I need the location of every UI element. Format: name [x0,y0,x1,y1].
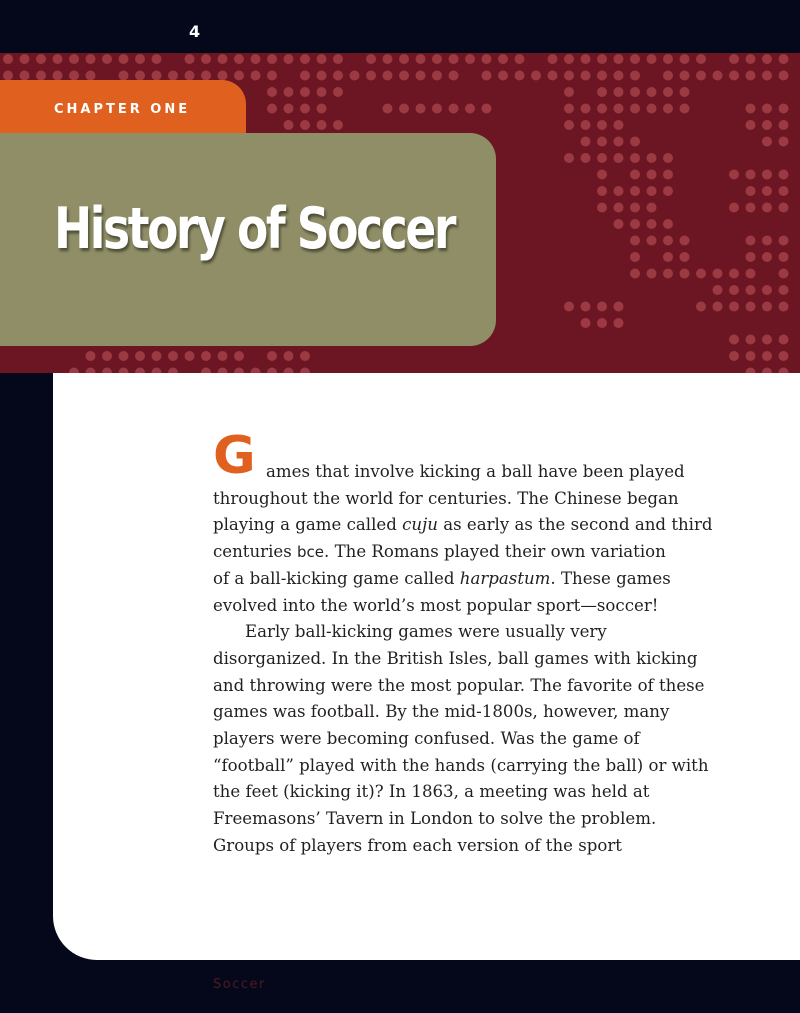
pattern-dot [399,54,409,64]
pattern-dot [515,71,525,81]
pattern-dot [333,54,343,64]
pattern-dot [729,54,739,64]
pattern-dot [152,54,162,64]
pattern-dot [449,71,459,81]
body-line: playing a game called [213,515,403,535]
pattern-dot [449,104,459,114]
pattern-dot [267,71,277,81]
pattern-dot [614,318,624,328]
pattern-dot [746,335,756,345]
pattern-dot [482,54,492,64]
pattern-dot [515,54,525,64]
pattern-dot [350,71,360,81]
pattern-dot [663,236,673,246]
pattern-dot [234,351,244,361]
pattern-dot [680,54,690,64]
pattern-dot [597,54,607,64]
pattern-dot [581,71,591,81]
pattern-dot [581,104,591,114]
pattern-dot [581,302,591,312]
pattern-dot [779,71,789,81]
pattern-dot [762,302,772,312]
pattern-dot [3,54,13,64]
pattern-dot [36,71,46,81]
pattern-dot [53,54,63,64]
pattern-dot [663,104,673,114]
pattern-dot [399,71,409,81]
pattern-dot [696,71,706,81]
pattern-dot [779,252,789,262]
paragraph-1 [213,459,713,619]
pattern-dot [234,71,244,81]
pattern-dot [581,137,591,147]
pattern-dot [729,351,739,361]
pattern-dot [630,269,640,279]
pattern-dot [647,186,657,196]
pattern-dot [746,269,756,279]
pattern-dot [597,170,607,180]
pattern-dot [300,120,310,130]
pattern-dot [383,54,393,64]
pattern-dot [779,186,789,196]
chapter-label: CHAPTER ONE [54,102,191,117]
pattern-dot [135,54,145,64]
pattern-dot [663,186,673,196]
body-line: centuries [213,542,298,562]
pattern-dot [630,219,640,229]
pattern-dot [680,269,690,279]
body-text [213,459,713,860]
pattern-dot [548,71,558,81]
pattern-dot [779,137,789,147]
pattern-dot [581,318,591,328]
footer-book-title: Soccer [213,977,266,992]
pattern-dot [680,252,690,262]
pattern-dot [531,71,541,81]
body-line: of a ball-kicking game called [213,568,460,588]
era-abbreviation: bce [297,543,325,562]
pattern-dot [779,236,789,246]
pattern-dot [729,335,739,345]
pattern-dot [713,71,723,81]
pattern-dot [234,54,244,64]
pattern-dot [416,54,426,64]
body-line: evolved into the world’s most popular sport—soccer! [213,595,659,615]
pattern-dot [779,54,789,64]
pattern-dot [597,104,607,114]
term-cuju: cuju [402,515,438,535]
pattern-dot [614,54,624,64]
pattern-dot [729,285,739,295]
pattern-dot [762,335,772,345]
pattern-dot [317,87,327,97]
pattern-dot [564,54,574,64]
pattern-dot [713,269,723,279]
pattern-dot [201,54,211,64]
pattern-dot [416,71,426,81]
chapter-title: History of Soccer [54,196,455,262]
pattern-dot [284,87,294,97]
pattern-dot [119,54,129,64]
pattern-dot [746,252,756,262]
pattern-dot [614,203,624,213]
pattern-dot [680,104,690,114]
pattern-dot [300,71,310,81]
pattern-dot [201,71,211,81]
pattern-dot [432,104,442,114]
pattern-dot [779,351,789,361]
pattern-dot [317,54,327,64]
pattern-dot [102,351,112,361]
pattern-dot [597,186,607,196]
pattern-dot [399,104,409,114]
pattern-dot [581,120,591,130]
pattern-dot [597,318,607,328]
page-number: 4 [189,22,201,41]
pattern-dot [762,137,772,147]
pattern-dot [20,71,30,81]
pattern-dot [614,104,624,114]
pattern-dot [86,54,96,64]
pattern-dot [3,71,13,81]
pattern-dot [614,87,624,97]
pattern-dot [762,170,772,180]
pattern-dot [779,170,789,180]
pattern-dot [251,71,261,81]
pattern-dot [597,120,607,130]
pattern-dot [762,71,772,81]
pattern-dot [729,203,739,213]
pattern-dot [779,269,789,279]
pattern-dot [383,71,393,81]
pattern-dot [762,104,772,114]
pattern-dot [135,351,145,361]
pattern-dot [366,54,376,64]
pattern-dot [663,269,673,279]
pattern-dot [696,54,706,64]
pattern-dot [779,302,789,312]
pattern-dot [69,54,79,64]
pattern-dot [746,285,756,295]
pattern-dot [36,54,46,64]
pattern-dot [647,219,657,229]
body-line: throughout the world for centuries. The Chinese began [213,488,679,508]
pattern-dot [267,351,277,361]
pattern-dot [449,54,459,64]
pattern-dot [630,87,640,97]
pattern-dot [647,236,657,246]
pattern-dot [713,285,723,295]
pattern-dot [630,153,640,163]
pattern-dot [647,87,657,97]
pattern-dot [762,54,772,64]
pattern-dot [729,71,739,81]
pattern-dot [333,120,343,130]
pattern-dot [762,252,772,262]
pattern-dot [762,203,772,213]
pattern-dot [630,71,640,81]
pattern-dot [630,203,640,213]
pattern-dot [630,104,640,114]
pattern-dot [630,137,640,147]
pattern-dot [548,54,558,64]
pattern-dot [251,54,261,64]
pattern-dot [267,104,277,114]
pattern-dot [762,186,772,196]
pattern-dot [482,71,492,81]
pattern-dot [614,186,624,196]
pattern-dot [647,104,657,114]
pattern-dot [614,120,624,130]
pattern-dot [218,351,228,361]
pattern-dot [647,153,657,163]
pattern-dot [729,170,739,180]
pattern-dot [317,104,327,114]
pattern-dot [498,71,508,81]
pattern-dot [663,87,673,97]
pattern-dot [630,236,640,246]
pattern-dot [185,351,195,361]
pattern-dot [614,219,624,229]
pattern-dot [729,269,739,279]
pattern-dot [614,71,624,81]
pattern-dot [69,71,79,81]
body-line: . The Romans played their own variation [324,542,666,562]
pattern-dot [284,351,294,361]
body-line: ames that involve kicking a ball have been played [266,462,685,481]
pattern-dot [317,120,327,130]
pattern-dot [597,137,607,147]
pattern-dot [284,54,294,64]
pattern-dot [102,54,112,64]
pattern-dot [746,203,756,213]
pattern-dot [564,153,574,163]
pattern-dot [647,269,657,279]
pattern-dot [746,71,756,81]
pattern-dot [300,87,310,97]
pattern-dot [746,170,756,180]
pattern-dot [696,269,706,279]
pattern-dot [465,104,475,114]
pattern-dot [333,87,343,97]
pattern-dot [152,351,162,361]
pattern-dot [597,87,607,97]
pattern-dot [614,153,624,163]
pattern-dot [663,219,673,229]
pattern-dot [20,54,30,64]
pattern-dot [366,71,376,81]
pattern-dot [119,71,129,81]
pattern-dot [284,120,294,130]
pattern-dot [762,120,772,130]
pattern-dot [482,104,492,114]
pattern-dot [498,54,508,64]
body-line: . These games [550,568,671,588]
pattern-dot [581,54,591,64]
pattern-dot [135,71,145,81]
pattern-dot [168,71,178,81]
pattern-dot [663,54,673,64]
pattern-dot [779,104,789,114]
pattern-dot [564,120,574,130]
pattern-dot [746,120,756,130]
pattern-dot [746,351,756,361]
pattern-dot [432,54,442,64]
pattern-dot [300,54,310,64]
pattern-dot [53,71,63,81]
pattern-dot [647,54,657,64]
pattern-dot [284,104,294,114]
pattern-dot [729,302,739,312]
pattern-dot [119,351,129,361]
pattern-dot [680,71,690,81]
pattern-dot [779,335,789,345]
pattern-dot [614,137,624,147]
pattern-dot [218,54,228,64]
pattern-dot [267,54,277,64]
pattern-dot [663,170,673,180]
pattern-dot [564,302,574,312]
pattern-dot [680,87,690,97]
pattern-dot [185,71,195,81]
pattern-dot [779,285,789,295]
pattern-dot [614,302,624,312]
pattern-dot [762,351,772,361]
pattern-dot [432,71,442,81]
pattern-dot [713,302,723,312]
pattern-dot [581,153,591,163]
pattern-dot [663,71,673,81]
pattern-dot [465,54,475,64]
pattern-dot [746,186,756,196]
pattern-dot [564,71,574,81]
pattern-dot [416,104,426,114]
pattern-dot [185,54,195,64]
pattern-dot [218,71,228,81]
pattern-dot [746,104,756,114]
pattern-dot [680,236,690,246]
pattern-dot [333,71,343,81]
pattern-dot [779,203,789,213]
pattern-dot [663,153,673,163]
pattern-dot [597,153,607,163]
pattern-dot [630,54,640,64]
body-line: as early as the second and third [437,515,713,535]
pattern-dot [762,285,772,295]
pattern-dot [86,71,96,81]
pattern-dot [630,252,640,262]
pattern-dot [597,203,607,213]
pattern-dot [647,170,657,180]
pattern-dot [597,302,607,312]
pattern-dot [663,252,673,262]
drop-cap: G [213,426,256,486]
pattern-dot [267,87,277,97]
pattern-dot [746,236,756,246]
pattern-dot [746,54,756,64]
pattern-dot [564,104,574,114]
pattern-dot [201,351,211,361]
pattern-dot [564,87,574,97]
pattern-dot [597,71,607,81]
pattern-dot [383,104,393,114]
pattern-dot [317,71,327,81]
pattern-dot [152,71,162,81]
pattern-dot [630,170,640,180]
term-harpastum: harpastum [459,568,551,588]
pattern-dot [647,203,657,213]
pattern-dot [779,120,789,130]
pattern-dot [86,351,96,361]
pattern-dot [630,186,640,196]
pattern-dot [300,104,310,114]
pattern-dot [762,236,772,246]
paragraph-2: Early ball-kicking games were usually very disorganized. In the British Isles, ball games with kicking and throwing were the most popular. The favorite of these games was football. By the mid-1800s, however, many players were becoming confused. Was the game of “football” played with the hands (carrying the ball) or with the feet (kicking it)? In 1863, a meeting was held at Freemasons’ Tavern in London to solve the problem. Groups of players from each version of the sport [213,622,709,855]
pattern-dot [696,302,706,312]
pattern-dot [300,351,310,361]
pattern-dot [746,302,756,312]
pattern-dot [168,351,178,361]
